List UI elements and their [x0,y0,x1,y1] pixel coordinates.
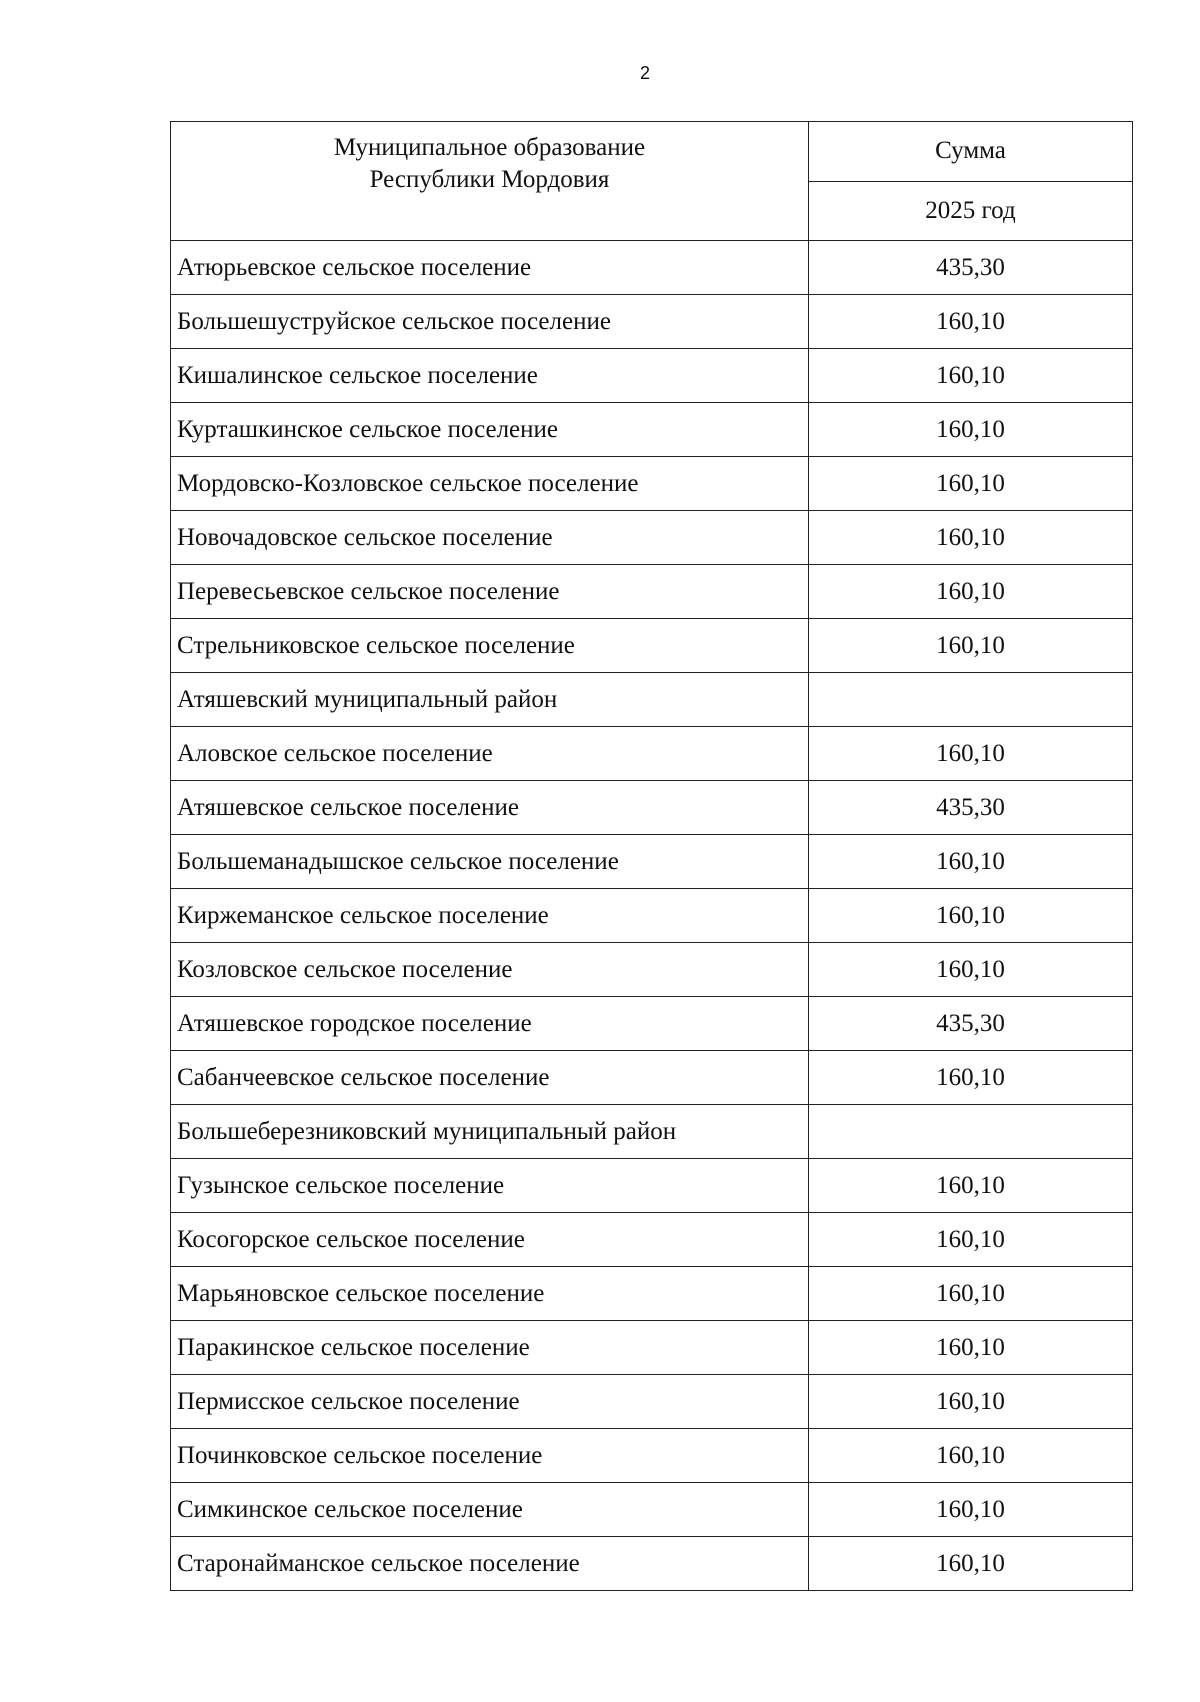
municipality-name: Стрельниковское сельское поселение [171,619,809,673]
table-row [171,403,1133,457]
municipality-name: Симкинское сельское поселение [171,1483,809,1537]
municipality-name: Атяшевское городское поселение [171,997,809,1051]
municipality-name: Паракинское сельское поселение [171,1321,809,1375]
municipality-name: Кишалинское сельское поселение [171,349,809,403]
table-row [171,1375,1133,1429]
municipality-name: Козловское сельское поселение [171,943,809,997]
table-body [171,241,1133,1591]
sum-value: 160,10 [809,889,1133,943]
table-row [171,619,1133,673]
municipality-name: Киржеманское сельское поселение [171,889,809,943]
municipality-name: Мордовско-Козловское сельское поселение [171,457,809,511]
table-row [171,1537,1133,1591]
sum-value: 160,10 [809,295,1133,349]
table-row [171,241,1133,295]
municipality-name: Гузынское сельское поселение [171,1159,809,1213]
table-row [171,1051,1133,1105]
table-row [171,1267,1133,1321]
municipality-name: Старонайманское сельское поселение [171,1537,809,1591]
municipality-name: Курташкинское сельское поселение [171,403,809,457]
sum-value [809,1105,1133,1159]
sum-value: 435,30 [809,781,1133,835]
table-row [171,1213,1133,1267]
header-municipality-line1: Муниципальное образование [333,134,646,161]
header-year: 2025 год [809,181,1133,241]
sum-value [809,673,1133,727]
municipality-name: Новочадовское сельское поселение [171,511,809,565]
sum-value: 160,10 [809,1537,1133,1591]
municipality-name: Перевесьевское сельское поселение [171,565,809,619]
sum-value: 160,10 [809,1375,1133,1429]
sum-value: 160,10 [809,349,1133,403]
table-row [171,1483,1133,1537]
sum-value: 160,10 [809,565,1133,619]
sum-value: 160,10 [809,1483,1133,1537]
sum-value: 160,10 [809,943,1133,997]
sum-value: 160,10 [809,835,1133,889]
municipality-name: Большеберезниковский муниципальный район [171,1105,809,1159]
sum-value: 435,30 [809,241,1133,295]
sum-value: 160,10 [809,727,1133,781]
table-row [171,511,1133,565]
table-row [171,673,1133,727]
municipality-name: Большешуструйское сельское поселение [171,295,809,349]
header-municipality [171,122,809,241]
table-row [171,1105,1133,1159]
table-row [171,997,1133,1051]
table-row [171,1159,1133,1213]
municipality-name: Пермисское сельское поселение [171,1375,809,1429]
sum-value: 160,10 [809,403,1133,457]
table-row [171,1429,1133,1483]
allocation-table [170,121,1133,1591]
header-municipality-line2: Республики Мордовия [369,166,610,193]
municipality-name: Аловское сельское поселение [171,727,809,781]
sum-value: 160,10 [809,1159,1133,1213]
table-row [171,349,1133,403]
municipality-name: Большеманадышское сельское поселение [171,835,809,889]
header-sum: Сумма [809,122,1133,182]
table-row [171,727,1133,781]
table-row [171,1321,1133,1375]
sum-value: 160,10 [809,1213,1133,1267]
table-row [171,457,1133,511]
sum-value: 160,10 [809,619,1133,673]
municipality-name: Атяшевский муниципальный район [171,673,809,727]
sum-value: 160,10 [809,1051,1133,1105]
municipality-name: Сабанчеевское сельское поселение [171,1051,809,1105]
sum-value: 160,10 [809,511,1133,565]
municipality-name: Починковское сельское поселение [171,1429,809,1483]
sum-value: 435,30 [809,997,1133,1051]
municipality-name: Косогорское сельское поселение [171,1213,809,1267]
table-row [171,295,1133,349]
table-row [171,889,1133,943]
table-row [171,565,1133,619]
table-row [171,781,1133,835]
municipality-name: Марьяновское сельское поселение [171,1267,809,1321]
sum-value: 160,10 [809,457,1133,511]
sum-value: 160,10 [809,1267,1133,1321]
sum-value: 160,10 [809,1321,1133,1375]
table-row [171,943,1133,997]
page-number: 2 [639,63,650,83]
municipality-name: Атяшевское сельское поселение [171,781,809,835]
municipality-name: Атюрьевское сельское поселение [171,241,809,295]
sum-value: 160,10 [809,1429,1133,1483]
table-row [171,835,1133,889]
